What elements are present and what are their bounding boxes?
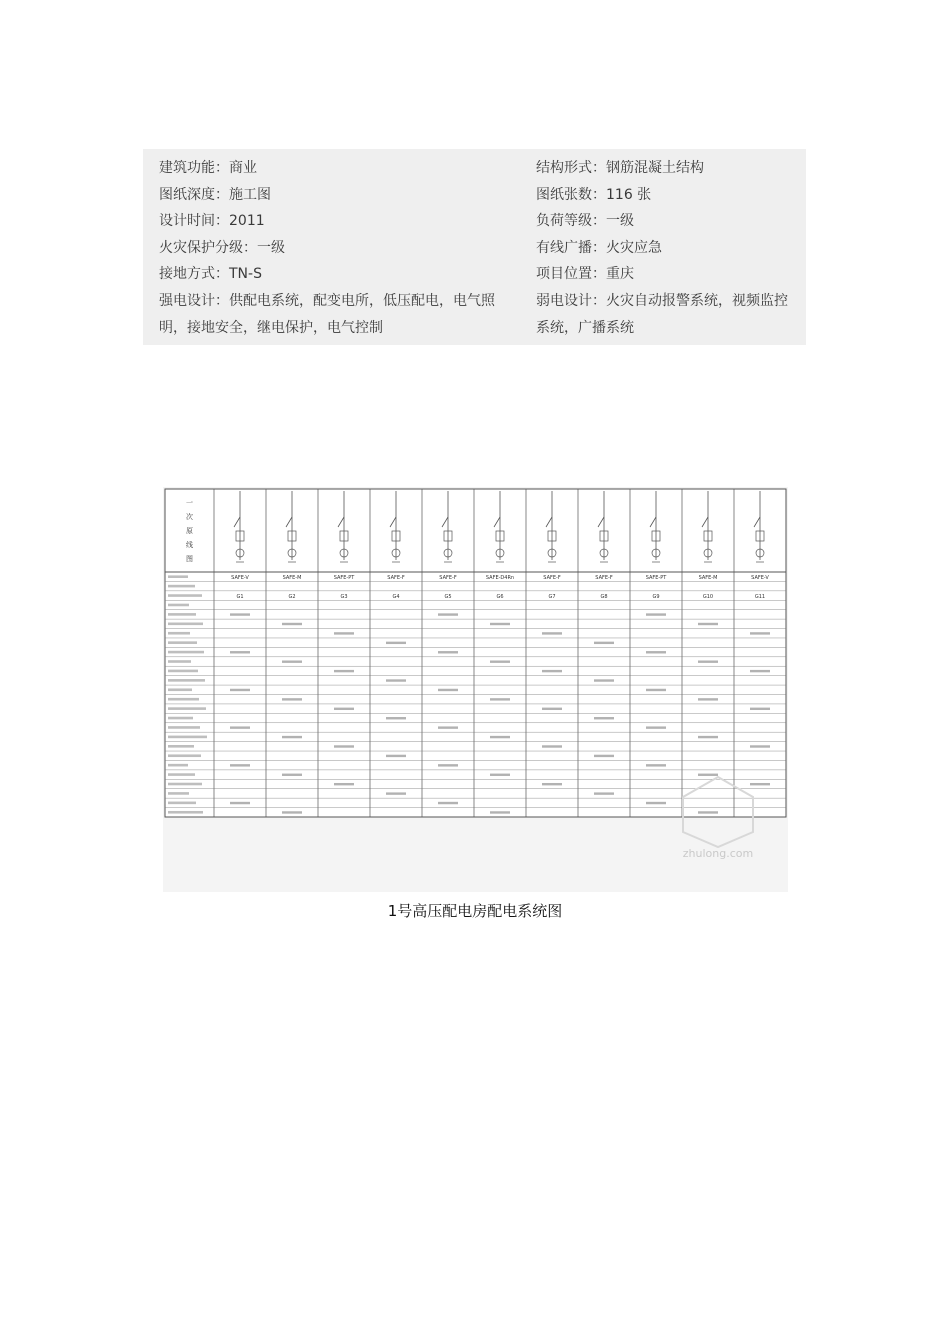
- row-label-mark: [168, 613, 196, 616]
- table-cell-mark: [230, 726, 250, 728]
- table-cell-mark: [594, 755, 614, 757]
- table-cell-mark: [750, 670, 770, 672]
- table-cell-mark: [750, 745, 770, 747]
- table-cell-mark: [698, 698, 718, 700]
- cabinet-number-label: G3: [340, 593, 348, 600]
- table-cell-mark: [282, 774, 302, 776]
- diagram-header-char: 原: [186, 527, 193, 535]
- figure-caption: 1号高压配电房配电系统图: [387, 902, 563, 920]
- single-line-diagram: [163, 487, 788, 892]
- row-label-mark: [168, 726, 200, 729]
- cabinet-number-label: G11: [754, 593, 766, 600]
- row-label-mark: [168, 736, 207, 739]
- table-cell-mark: [438, 613, 458, 615]
- table-cell-mark: [542, 632, 562, 634]
- row-label-mark: [168, 604, 189, 607]
- table-cell-mark: [386, 755, 406, 757]
- table-cell-mark: [542, 783, 562, 785]
- row-label-mark: [168, 802, 196, 805]
- table-cell-mark: [386, 792, 406, 794]
- row-label-mark: [168, 623, 203, 626]
- info-grounding: 接地方式：TN-S: [159, 266, 262, 283]
- info-strong-current: 强电设计：供配电系统，配变电所，低压配电，电气照明，接地安全，继电保护，电气控制: [159, 292, 495, 336]
- table-cell-mark: [750, 632, 770, 634]
- cabinet-type-label: SAFE-V: [751, 575, 769, 582]
- row-label-mark: [168, 783, 202, 786]
- table-cell-mark: [334, 783, 354, 785]
- cabinet-number-label: G7: [548, 593, 556, 600]
- cabinet-number-label: G10: [702, 593, 714, 600]
- table-cell-mark: [698, 736, 718, 738]
- table-cell-mark: [334, 632, 354, 634]
- row-label-mark: [168, 670, 198, 673]
- table-cell-mark: [282, 811, 302, 813]
- table-cell-mark: [594, 679, 614, 681]
- cabinet-number-label: G9: [652, 593, 660, 600]
- table-cell-mark: [438, 726, 458, 728]
- cabinet-number-label: G5: [444, 593, 452, 600]
- table-cell-mark: [646, 651, 666, 653]
- table-cell-mark: [230, 802, 250, 804]
- cabinet-number-label: G4: [392, 593, 400, 600]
- table-cell-mark: [282, 660, 302, 662]
- cabinet-type-label: SAFE-F: [439, 575, 457, 582]
- table-cell-mark: [490, 736, 510, 738]
- info-right-column: [536, 155, 798, 341]
- diagram-header-char: 次: [186, 513, 193, 521]
- info-weak-current: 弱电设计：火灾自动报警系统，视频监控系统，广播系统: [536, 292, 788, 336]
- row-label-mark: [168, 594, 202, 597]
- info-building-function: 建筑功能：商业: [159, 160, 257, 176]
- table-cell-mark: [230, 613, 250, 615]
- row-label-mark: [168, 717, 193, 720]
- table-cell-mark: [542, 708, 562, 710]
- cabinet-number-label: G8: [600, 593, 608, 600]
- row-label-mark: [168, 745, 194, 748]
- diagram-header-char: 线: [186, 541, 193, 549]
- table-cell-mark: [646, 764, 666, 766]
- info-left-column: [159, 155, 519, 341]
- table-cell-mark: [750, 783, 770, 785]
- info-drawing-depth: 图纸深度：施工图: [159, 186, 271, 203]
- table-cell-mark: [230, 651, 250, 653]
- table-cell-mark: [282, 736, 302, 738]
- row-label-mark: [168, 707, 206, 710]
- info-sheet-count: 图纸张数：116 张: [536, 186, 652, 203]
- info-location: 项目位置：重庆: [536, 266, 634, 283]
- row-label-mark: [168, 792, 189, 795]
- row-label-mark: [168, 764, 188, 767]
- table-cell-mark: [490, 623, 510, 625]
- table-cell-mark: [334, 745, 354, 747]
- info-broadcast: 有线广播：火灾应急: [536, 239, 662, 256]
- table-cell-mark: [646, 802, 666, 804]
- table-cell-mark: [490, 811, 510, 813]
- row-label-mark: [168, 632, 190, 635]
- diagram-frame: [165, 489, 786, 817]
- info-fire-protection: 火灾保护分级：一级: [159, 239, 285, 256]
- table-cell-mark: [542, 745, 562, 747]
- table-cell-mark: [438, 764, 458, 766]
- table-cell-mark: [230, 689, 250, 691]
- cabinet-number-label: G2: [288, 593, 296, 600]
- row-label-mark: [168, 651, 204, 654]
- distribution-system-drawing: [163, 487, 788, 892]
- table-cell-mark: [282, 698, 302, 700]
- row-label-mark: [168, 811, 203, 814]
- table-cell-mark: [698, 660, 718, 662]
- cabinet-type-label: SAFE-M: [698, 575, 718, 582]
- table-cell-mark: [646, 613, 666, 615]
- cabinet-type-label: SAFE-F: [387, 575, 405, 582]
- cabinet-type-label: SAFE-V: [231, 575, 249, 582]
- diagram-header-char: 一: [186, 499, 193, 507]
- diagram-header-char: 图: [186, 555, 193, 563]
- table-cell-mark: [334, 708, 354, 710]
- info-design-year: 设计时间：2011: [159, 213, 265, 230]
- table-cell-mark: [594, 792, 614, 794]
- table-cell-mark: [698, 811, 718, 813]
- table-cell-mark: [698, 774, 718, 776]
- table-cell-mark: [386, 717, 406, 719]
- table-cell-mark: [438, 689, 458, 691]
- cabinet-type-label: SAFE-D4Rn: [485, 575, 515, 582]
- row-label-mark: [168, 688, 192, 691]
- cabinet-type-label: SAFE-F: [595, 575, 613, 582]
- row-label-mark: [168, 698, 199, 701]
- table-cell-mark: [542, 670, 562, 672]
- row-label-mark: [168, 754, 201, 757]
- cabinet-type-label: SAFE-M: [282, 575, 302, 582]
- cabinet-type-label: SAFE-F: [543, 575, 561, 582]
- table-cell-mark: [646, 726, 666, 728]
- table-cell-mark: [750, 708, 770, 710]
- table-cell-mark: [438, 651, 458, 653]
- table-cell-mark: [490, 698, 510, 700]
- table-cell-mark: [490, 774, 510, 776]
- info-load-level: 负荷等级：一级: [536, 213, 634, 230]
- table-cell-mark: [594, 717, 614, 719]
- row-label-mark: [168, 585, 195, 588]
- table-cell-mark: [646, 689, 666, 691]
- table-cell-mark: [230, 764, 250, 766]
- row-label-mark: [168, 679, 205, 682]
- project-info-panel: [143, 149, 806, 345]
- table-cell-mark: [334, 670, 354, 672]
- cabinet-number-label: G1: [236, 593, 244, 600]
- cabinet-type-label: SAFE-PT: [333, 575, 355, 582]
- table-cell-mark: [386, 642, 406, 644]
- table-cell-mark: [490, 660, 510, 662]
- row-label-mark: [168, 660, 191, 663]
- cabinet-type-label: SAFE-PT: [645, 575, 667, 582]
- info-structure: 结构形式：钢筋混凝土结构: [536, 160, 704, 176]
- table-cell-mark: [698, 623, 718, 625]
- table-cell-mark: [438, 802, 458, 804]
- cabinet-number-label: G6: [496, 593, 504, 600]
- row-label-mark: [168, 575, 188, 578]
- table-cell-mark: [594, 642, 614, 644]
- watermark-text: zhulong.com: [682, 847, 754, 860]
- table-cell-mark: [282, 623, 302, 625]
- row-label-mark: [168, 641, 197, 644]
- table-cell-mark: [386, 679, 406, 681]
- row-label-mark: [168, 773, 195, 776]
